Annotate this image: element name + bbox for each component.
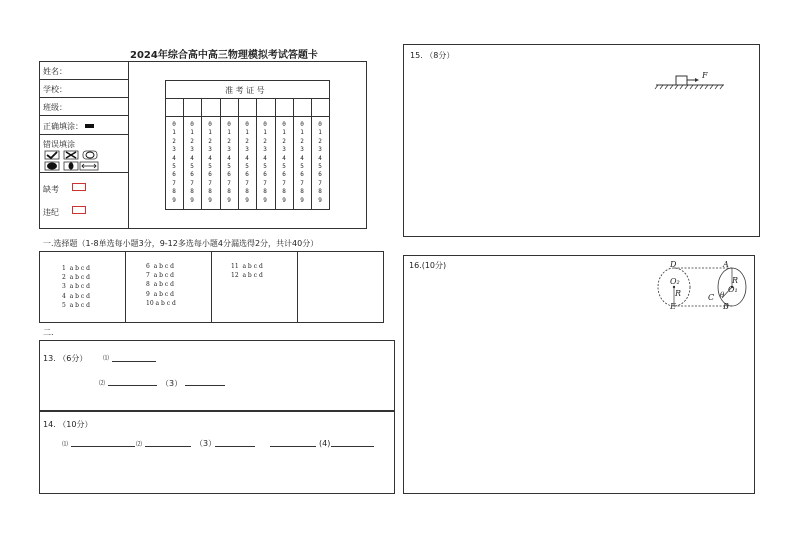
half-fill-icon [69,162,74,169]
q16-point-a: A [723,260,729,269]
exam-id-column[interactable]: 0 1 2 3 4 5 6 7 8 9 [227,121,231,204]
info-divider [128,61,129,229]
q13-part3-answer[interactable] [185,385,225,386]
q14-part3-answer[interactable] [215,446,255,447]
q14-part4-label: (4) [319,439,331,448]
q16-point-e: E [670,302,676,311]
name-label: 姓名： [43,67,67,76]
ground-hatch-icon [655,85,723,89]
exam-id-column[interactable]: 0 1 2 3 4 5 6 7 8 9 [263,121,267,204]
page-title: 2024年综合高中高三物理模拟考试答题卡 [130,50,318,61]
absent-label: 缺考 [43,185,59,194]
q14-part1-answer[interactable] [71,446,135,447]
class-label: 班级： [43,103,67,112]
exam-id-column[interactable]: 0 1 2 3 4 5 6 7 8 9 [208,121,212,204]
q16-point-c: C [708,293,715,302]
block-icon [676,76,687,85]
exam-id-column[interactable]: 0 1 2 3 4 5 6 7 8 9 [300,121,304,204]
mcq-group-1[interactable]: 1 a b c d 2 a b c d 3 a b c d 4 a b c d 5 a b c d [62,265,90,309]
q13-part2-label: ⑵ [99,380,106,387]
q14-part1-label: ⑴ [62,441,69,448]
q13-part3-label: （3） [161,379,183,388]
exam-id-header: 准 考 证 号 [225,86,265,95]
q16-radius-r2: R [732,276,739,285]
correct-fill-label: 正确填涂： [43,122,83,131]
q14-blank-answer[interactable] [270,446,316,447]
exam-id-column[interactable]: 0 1 2 3 4 5 6 7 8 9 [245,121,249,204]
q16-label: 16.(10分) [409,261,447,270]
circle-mark-icon [86,152,94,158]
absent-box[interactable] [72,183,86,191]
exam-id-column[interactable]: 0 1 2 3 4 5 6 7 8 9 [190,121,194,204]
check-mark-icon [47,152,57,158]
q14-part2-label: ⑵ [136,441,143,448]
q16-radius-r1: R [675,289,682,298]
q13-part1-label: ⑴ [103,355,110,362]
q13-part1-answer[interactable] [112,361,156,362]
q16-angle-theta: θ [720,291,725,299]
q15-label: 15. （8分） [410,51,455,60]
q14-part4-answer[interactable] [331,446,374,447]
violation-box[interactable] [72,206,86,214]
q15-force-label: F [702,71,708,80]
q15-diagram [654,70,726,90]
violation-label: 违纪 [43,208,59,217]
q16-center-o1: O₁ [728,285,738,294]
school-label: 学校： [43,85,67,94]
wrong-fill-label: 错误填涂 [43,140,75,149]
mcq-group-3[interactable]: 11 a b c d 12 a b c d [231,263,263,280]
q13-part2-answer[interactable] [108,385,157,386]
q13-box [39,340,395,411]
exam-id-column[interactable]: 0 1 2 3 4 5 6 7 8 9 [282,121,286,204]
section2-heading: 二. [43,328,54,337]
q14-label: 14. （10分） [43,420,93,429]
section1-heading: 一.选择题（1-8单选每小题3分，9-12多选每小题4分漏选得2分，共计40分） [43,239,319,248]
filled-oval-icon [47,163,57,170]
wrong-fill-examples [44,150,100,172]
q14-part3-label: （3） [195,439,217,448]
q14-part2-answer[interactable] [145,446,191,447]
mcq-group-2[interactable]: 6 a b c d 7 a b c d 8 a b c d 9 a b c d 10 a b c d [146,263,176,307]
q16-diagram [653,262,753,314]
arrow-mark-icon [82,164,96,168]
correct-fill-mark [85,124,94,128]
cross-mark-icon [66,152,76,158]
exam-id-column[interactable]: 0 1 2 3 4 5 6 7 8 9 [318,121,322,204]
q16-point-b: B [723,302,729,311]
q13-label: 13. （6分） [43,354,88,363]
q16-center-o2: O₂ [670,277,680,286]
exam-id-column[interactable]: 0 1 2 3 4 5 6 7 8 9 [172,121,176,204]
q16-point-d: D [670,260,677,269]
